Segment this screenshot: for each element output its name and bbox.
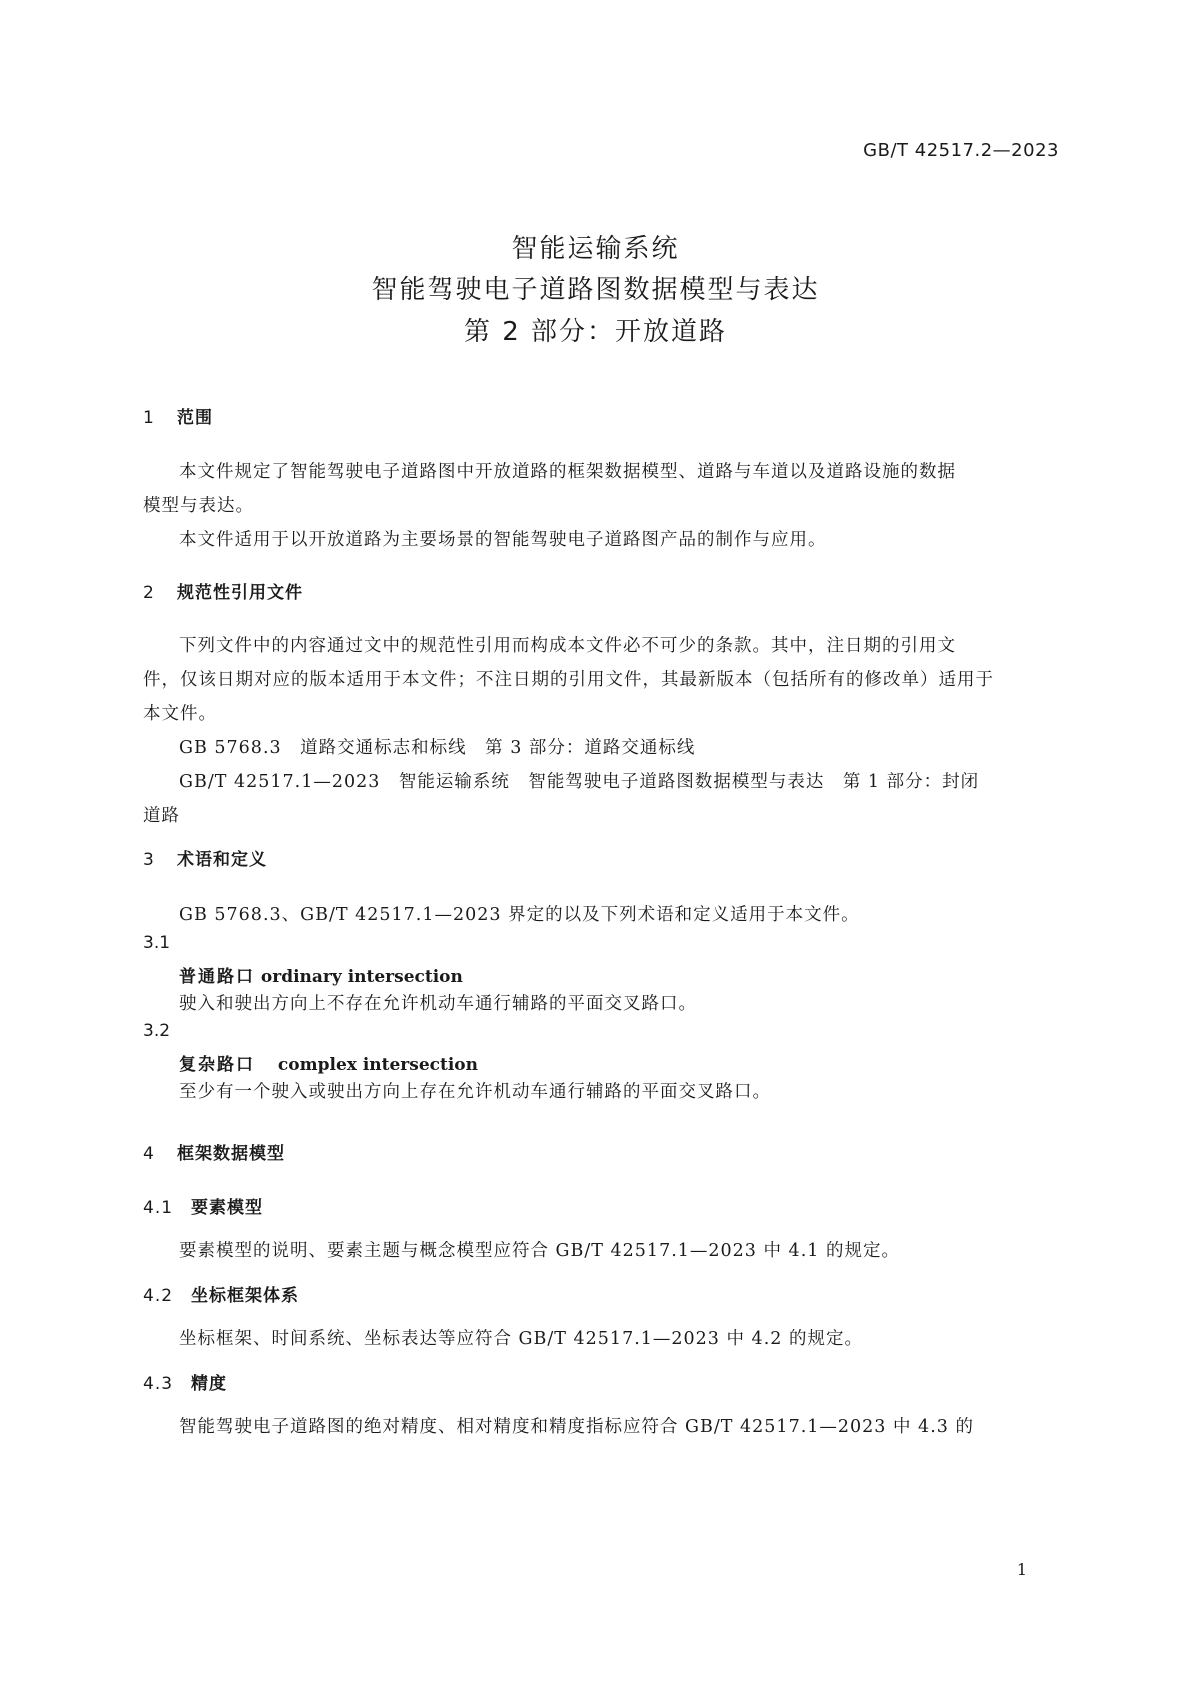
section-3-intro: GB 5768.3、GB/T 42517.1—2023 界定的以及下列术语和定义适用于本文件。 — [179, 905, 860, 925]
term-name — [179, 1050, 478, 1075]
section-title: 框架数据模型 — [177, 1144, 285, 1164]
term-name-en: complex intersection — [277, 1055, 479, 1075]
section-title: 术语和定义 — [177, 850, 267, 870]
section-4-2-heading — [143, 1281, 299, 1306]
section-4-heading — [143, 1139, 285, 1164]
section-4-3-text: 智能驾驶电子道路图的绝对精度、相对精度和精度指标应符合 GB/T 42517.1—2023 中 4.3 的 — [179, 1417, 974, 1437]
section-number: 1 — [143, 408, 155, 428]
text-line: 件，仅该日期对应的版本适用于本文件；不注日期的引用文件，其最新版本（包括所有的修改单）适用于 — [143, 670, 994, 690]
section-4-1-heading — [143, 1193, 263, 1218]
section-2-paragraph — [143, 629, 1063, 833]
text-line: 道路 — [143, 806, 180, 826]
section-title: 范围 — [177, 408, 213, 428]
term-number: 3.1 — [143, 933, 171, 953]
section-number: 4.2 — [143, 1286, 174, 1306]
text-line: 本文件规定了智能驾驶电子道路图中开放道路的框架数据模型、道路与车道以及道路设施的数据 — [179, 462, 956, 482]
section-number: 3 — [143, 850, 155, 870]
term-name-en: ordinary intersection — [260, 967, 463, 987]
reference-item: GB 5768.3 道路交通标志和标线 第 3 部分：道路交通标线 — [179, 738, 696, 758]
standard-number: GB/T 42517.2—2023 — [863, 140, 1059, 161]
section-title: 精度 — [191, 1374, 227, 1394]
section-title: 规范性引用文件 — [177, 583, 303, 603]
section-number: 4.3 — [143, 1374, 174, 1394]
section-3-heading — [143, 845, 267, 870]
text-line: 本文件适用于以开放道路为主要场景的智能驾驶电子道路图产品的制作与应用。 — [179, 530, 827, 550]
term-definition: 至少有一个驶入或驶出方向上存在允许机动车通行辅路的平面交叉路口。 — [179, 1082, 771, 1102]
section-number: 4.1 — [143, 1198, 174, 1218]
term-number: 3.2 — [143, 1021, 171, 1041]
term-name-zh: 普通路口 — [179, 967, 255, 987]
section-1-paragraph — [143, 455, 1063, 557]
section-number: 2 — [143, 583, 155, 603]
reference-item: GB/T 42517.1—2023 智能运输系统 智能驾驶电子道路图数据模型与表达 第 1 部分：封闭 — [179, 772, 980, 792]
page-number: 1 — [1016, 1560, 1027, 1579]
text-line: 下列文件中的内容通过文中的规范性引用而构成本文件必不可少的条款。其中，注日期的引用文 — [179, 636, 956, 656]
section-title: 坐标框架体系 — [191, 1286, 299, 1306]
text-line: 本文件。 — [143, 704, 217, 724]
section-1-heading — [143, 403, 213, 428]
section-4-3-heading — [143, 1369, 227, 1394]
doc-title-line2: 智能驾驶电子道路图数据模型与表达 — [371, 275, 820, 305]
section-4-1-text: 要素模型的说明、要素主题与概念模型应符合 GB/T 42517.1—2023 中 4.1 的规定。 — [179, 1241, 900, 1261]
section-2-heading — [143, 578, 303, 603]
text-line: 模型与表达。 — [143, 496, 254, 516]
section-4-2-text: 坐标框架、时间系统、坐标表达等应符合 GB/T 42517.1—2023 中 4.2 的规定。 — [179, 1329, 863, 1349]
section-number: 4 — [143, 1144, 155, 1164]
doc-title-line1: 智能运输系统 — [511, 234, 680, 264]
term-name — [179, 962, 463, 987]
section-title: 要素模型 — [191, 1198, 263, 1218]
term-definition: 驶入和驶出方向上不存在允许机动车通行辅路的平面交叉路口。 — [179, 994, 697, 1014]
doc-title-line3: 第 2 部分：开放道路 — [463, 317, 728, 347]
term-name-zh: 复杂路口 — [179, 1055, 255, 1075]
